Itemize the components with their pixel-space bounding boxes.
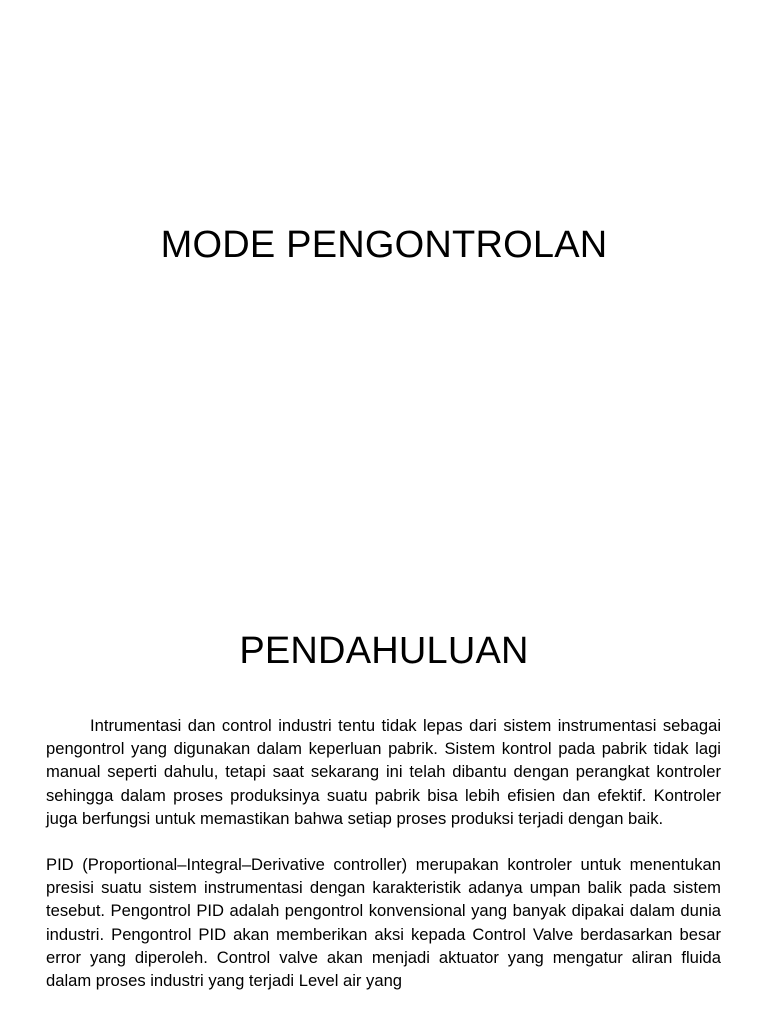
paragraph-pid: PID (Proportional–Integral–Derivative controller) merupakan kontroler untuk menentukan presisi suatu sistem instrumentasi dengan karakteristik adanya umpan balik pada sistem tesebut. Pengontrol PID adalah pengontrol konvensional yang banyak dipakai dalam dunia industri. Pengontrol PID akan memberikan aksi kepada Control Valve berdasarkan besar error yang diperoleh. Control valve akan menjadi aktuator yang mengatur aliran fluida dalam proses industri yang terjadi Level air yang <box>46 855 721 991</box>
content-slide <box>0 500 768 1024</box>
paragraph-intro: Intrumentasi dan control industri tentu tidak lepas dari sistem instrumentasi sebagai pengontrol yang digunakan dalam keperluan pabrik. Sistem kontrol pada pabrik tidak lagi manual seperti dahulu, tetapi saat sekarang ini telah dibantu dengan perangkat kontroler sehingga dalam proses produksinya suatu pabrik bisa lebih efisien dan efektif. Kontroler juga berfungsi untuk memastikan bahwa setiap proses produksi terjadi dengan baik. <box>46 716 721 828</box>
main-title: MODE PENGONTROLAN <box>160 224 608 266</box>
title-slide <box>0 0 768 500</box>
body-text <box>46 714 721 992</box>
section-title: PENDAHULUAN <box>239 630 529 672</box>
